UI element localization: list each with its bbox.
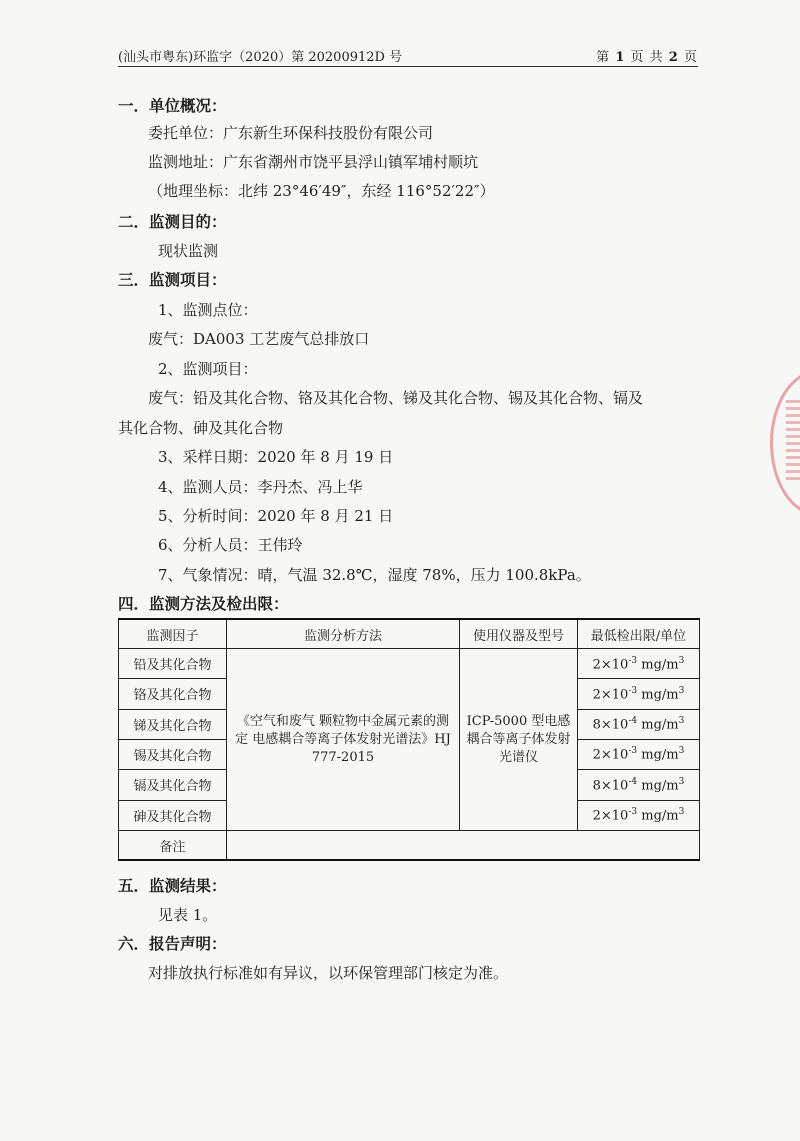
coordinates-line: （地理坐标：北纬 23°46′49″，东经 116°52′22″） [148, 182, 495, 200]
header-factor: 监测因子 [119, 619, 227, 649]
methods-table [118, 618, 700, 861]
results-line: 见表 1。 [158, 906, 218, 924]
section-3-title: 三．监测项目： [118, 270, 227, 289]
factor-cell: 铅及其化合物 [119, 649, 227, 679]
instrument-cell: ICP-5000 型电感耦合等离子体发射光谱仪 [460, 649, 578, 831]
item-1-label: 1、监测点位： [158, 301, 258, 319]
limit-cell: $8\times 10^{-4}$ $mg/m^3$ [578, 709, 700, 739]
analysis-staff: 6、分析人员：王伟玲 [158, 536, 303, 554]
factor-cell: 砷及其化合物 [119, 800, 227, 830]
factor-cell: 镉及其化合物 [119, 770, 227, 800]
limit-cell: $2\times 10^{-3}$ $mg/m^3$ [578, 649, 700, 679]
monitoring-staff: 4、监测人员：李丹杰、冯上华 [158, 478, 363, 496]
analysis-time: 5、分析时间：2020 年 8 月 21 日 [158, 507, 394, 525]
limit-cell: $8\times 10^{-4}$ $mg/m^3$ [578, 770, 700, 800]
statement-line: 对排放执行标准如有异议，以环保管理部门核定为准。 [148, 964, 509, 982]
factor-cell: 锑及其化合物 [119, 709, 227, 739]
section-5-title: 五．监测结果： [118, 876, 227, 895]
weather-conditions: 7、气象情况：晴，气温 32.8℃，湿度 78%，压力 100.8kPa。 [158, 566, 591, 584]
total-pages: 2 [668, 50, 679, 65]
monitoring-items-line-2: 其化合物、砷及其化合物 [118, 419, 284, 437]
limit-cell: $2\times 10^{-3}$ $mg/m^3$ [578, 679, 700, 709]
sampling-date: 3、采样日期：2020 年 8 月 19 日 [158, 448, 394, 466]
limit-cell: $2\times 10^{-3}$ $mg/m^3$ [578, 739, 700, 769]
factor-cell: 锡及其化合物 [119, 739, 227, 769]
method-cell: 《空气和废气 颗粒物中金属元素的测定 电感耦合等离子体发射光谱法》HJ 777-2015 [227, 649, 460, 831]
purpose-line: 现状监测 [158, 242, 219, 260]
table-header-row [119, 619, 700, 649]
seal-stamp-marks [786, 400, 800, 480]
current-page: 1 [615, 50, 626, 65]
header-method: 监测分析方法 [227, 619, 460, 649]
limit-cell: $2\times 10^{-3}$ $mg/m^3$ [578, 800, 700, 830]
client-line: 委托单位：广东新生环保科技股份有限公司 [148, 124, 434, 142]
header-instrument: 使用仪器及型号 [460, 619, 578, 649]
table-row [119, 649, 700, 679]
section-4-title: 四．监测方法及检出限： [118, 594, 289, 613]
remark-label: 备注 [119, 831, 227, 861]
section-1-title: 一．单位概况： [118, 96, 227, 115]
factor-cell: 铬及其化合物 [119, 679, 227, 709]
page-indicator: 第 1 页 共 2 页 [596, 50, 698, 65]
remark-value [227, 831, 700, 861]
page-header [118, 44, 698, 67]
monitoring-items-line-1: 废气：铅及其化合物、铬及其化合物、锑及其化合物、锡及其化合物、镉及 [148, 389, 644, 407]
monitoring-point: 废气：DA003 工艺废气总排放口 [148, 330, 370, 348]
section-6-title: 六．报告声明： [118, 934, 227, 953]
address-line: 监测地址：广东省潮州市饶平县浮山镇军埔村顺坑 [148, 153, 479, 171]
item-2-label: 2、监测项目： [158, 360, 258, 378]
remark-row [119, 831, 700, 861]
header-limit: 最低检出限/单位 [578, 619, 700, 649]
report-number: (汕头市粤东)环监字（2020）第 20200912D 号 [118, 50, 403, 65]
section-2-title: 二．监测目的： [118, 212, 227, 231]
